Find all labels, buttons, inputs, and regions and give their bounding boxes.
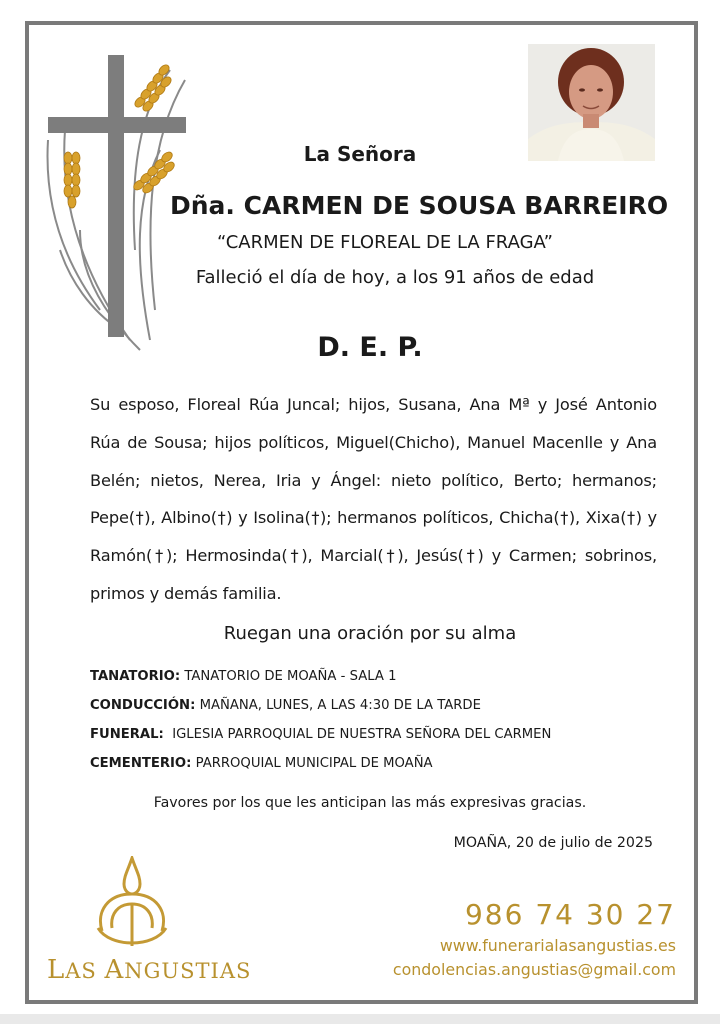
detail-tanatorio [90, 666, 690, 695]
detail-label: CONDUCCIÓN: [90, 698, 196, 713]
deceased-name: Dña. CARMEN DE SOUSA BARREIRO [170, 191, 669, 220]
contact-email[interactable]: condolencias.angustias@gmail.com [392, 960, 676, 979]
logo-initial: L [47, 955, 66, 985]
detail-value: IGLESIA PARROQUIAL DE NUESTRA SEÑORA DEL CARMEN [163, 727, 552, 742]
detail-label: FUNERAL: [90, 727, 164, 742]
contact-website[interactable]: www.funerarialasangustias.es [439, 936, 676, 955]
bottom-strip [0, 1014, 720, 1024]
family-list: Su esposo, Floreal Rúa Juncal; hijos, Susana, Ana Mª y José Antonio Rúa de Sousa; hijos políticos, Miguel(Chicho), Manuel Macenlle y Ana Belén; nietos, Nerea, Iria y Ángel: nieto político, Berto; hermanos; Pepe(†), Albino(†) y Isolina(†); hermanos políticos, Chicha(†), Xixa(†) y Ramón(†); Hermosinda(†), Marcial(†), Jesús(†) y Carmen; sobrinos, primos y demás familia. [90, 395, 657, 603]
detail-conduccion [90, 695, 690, 724]
detail-funeral [90, 724, 690, 753]
deceased-nickname: “CARMEN DE FLOREAL DE LA FRAGA” [217, 232, 553, 253]
prayer-request: Ruegan una oración por su alma [223, 623, 517, 644]
dep-heading: D. E. P. [317, 332, 423, 363]
logo-word: NGUSTIAS [124, 959, 252, 983]
cross-with-wheat-icon [40, 50, 190, 360]
las-angustias-logo-icon [92, 856, 172, 954]
detail-value: MAÑANA, LUNES, A LAS 4:30 DE LA TARDE [195, 698, 481, 713]
thanks-text: Favores por los que les anticipan las más expresivas gracias. [153, 795, 587, 811]
detail-value: TANATORIO DE MOAÑA - SALA 1 [180, 669, 397, 684]
las-angustias-wordmark [47, 955, 252, 985]
place-date: MOAÑA, 20 de julio de 2025 [453, 835, 653, 851]
contact-phone[interactable]: 986 74 30 27 [464, 898, 676, 931]
death-notice: Falleció el día de hoy, a los 91 años de edad [195, 267, 595, 288]
service-details [90, 666, 690, 782]
detail-label: TANATORIO: [90, 669, 181, 684]
detail-cementerio [90, 753, 690, 782]
intro-title: La Señora [303, 142, 417, 166]
logo-word: AS [65, 959, 105, 983]
detail-value: PARROQUIAL MUNICIPAL DE MOAÑA [191, 756, 433, 771]
detail-label: CEMENTERIO: [90, 756, 192, 771]
logo-initial: A [104, 955, 125, 985]
